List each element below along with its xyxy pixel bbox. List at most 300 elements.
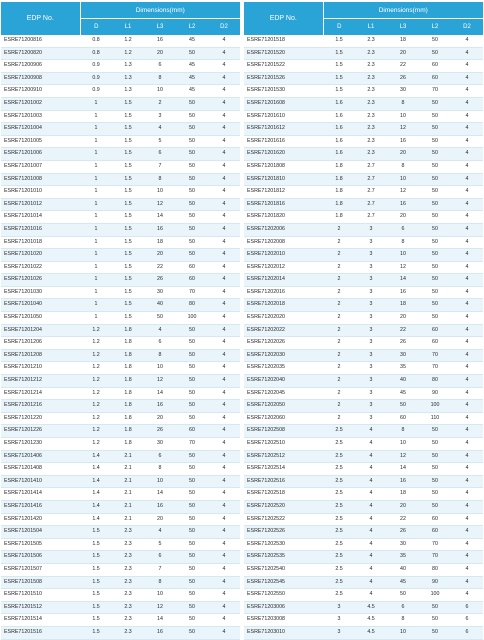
- d-cell: 1: [80, 123, 112, 136]
- d2-cell: 4: [208, 236, 240, 249]
- table-row: [244, 60, 483, 73]
- table-row: [1, 576, 240, 589]
- l3-cell: 45: [387, 576, 419, 589]
- d-cell: 1.2: [80, 324, 112, 337]
- l1-cell: 1.8: [112, 362, 144, 375]
- edp-cell: ESRE71201507: [1, 563, 80, 576]
- d2-cell: 4: [208, 261, 240, 274]
- l3-cell: 2: [144, 97, 176, 110]
- l3-cell: 14: [144, 614, 176, 627]
- l2-cell: 80: [176, 299, 208, 312]
- l3-cell: 20: [387, 47, 419, 60]
- table-row: [244, 160, 483, 173]
- l3-cell: 14: [144, 211, 176, 224]
- l1-cell: 1.5: [112, 173, 144, 186]
- d2-cell: 4: [208, 173, 240, 186]
- l3-cell: 40: [387, 563, 419, 576]
- d-cell: 2.5: [323, 488, 355, 501]
- l3-cell: 22: [144, 261, 176, 274]
- d-cell: 3: [323, 626, 355, 639]
- edp-cell: ESRE71201050: [1, 312, 80, 325]
- col-header-l1: L1: [112, 19, 144, 36]
- d2-cell: 4: [451, 349, 483, 362]
- d-cell: 1.5: [80, 589, 112, 602]
- edp-header: EDP No.: [1, 2, 80, 35]
- l3-cell: 30: [144, 286, 176, 299]
- l1-cell: 2.1: [112, 463, 144, 476]
- d-cell: 1: [80, 97, 112, 110]
- table-row: [244, 35, 483, 47]
- d-cell: 2: [323, 337, 355, 350]
- l3-cell: 40: [387, 375, 419, 388]
- l3-cell: 20: [387, 211, 419, 224]
- l2-cell: 50: [176, 97, 208, 110]
- l3-cell: 16: [144, 223, 176, 236]
- d2-cell: 4: [208, 412, 240, 425]
- col-header-d: D: [323, 19, 355, 36]
- table-row: [244, 135, 483, 148]
- l2-cell: 60: [419, 526, 451, 539]
- edp-cell: ESRE71202512: [244, 450, 323, 463]
- d-cell: 2.5: [323, 513, 355, 526]
- l1-cell: 4: [355, 463, 387, 476]
- table-row: [1, 85, 240, 98]
- d2-cell: 4: [451, 236, 483, 249]
- table-row: [1, 249, 240, 262]
- l3-cell: 20: [144, 513, 176, 526]
- l1-cell: 4.5: [355, 601, 387, 614]
- d-cell: 0.8: [80, 35, 112, 47]
- d2-cell: 4: [451, 475, 483, 488]
- table-row: [1, 123, 240, 136]
- l3-cell: 12: [144, 601, 176, 614]
- edp-cell: ESRE71203008: [244, 614, 323, 627]
- l1-cell: 1.5: [112, 135, 144, 148]
- l3-cell: 4: [144, 324, 176, 337]
- d2-cell: 4: [208, 601, 240, 614]
- d2-cell: 4: [208, 198, 240, 211]
- l1-cell: 4: [355, 589, 387, 602]
- l2-cell: 50: [419, 450, 451, 463]
- table-row: [244, 614, 483, 627]
- spec-tables: [1, 2, 483, 640]
- table-row: [244, 286, 483, 299]
- l1-cell: 2.3: [355, 47, 387, 60]
- d-cell: 1.2: [80, 362, 112, 375]
- l1-cell: 2.3: [112, 551, 144, 564]
- d2-cell: 4: [208, 148, 240, 161]
- l3-cell: 20: [144, 412, 176, 425]
- edp-cell: ESRE71202016: [244, 286, 323, 299]
- d-cell: 2: [323, 274, 355, 287]
- table-row: [1, 551, 240, 564]
- table-row: [244, 400, 483, 413]
- l3-cell: 20: [144, 249, 176, 262]
- table-row: [1, 526, 240, 539]
- edp-cell: ESRE71202518: [244, 488, 323, 501]
- table-row: [244, 299, 483, 312]
- l2-cell: 50: [419, 475, 451, 488]
- edp-cell: ESRE71202508: [244, 425, 323, 438]
- edp-cell: ESRE71201006: [1, 148, 80, 161]
- table-row: [1, 488, 240, 501]
- edp-cell: ESRE71202522: [244, 513, 323, 526]
- d-cell: 0.9: [80, 60, 112, 73]
- l2-cell: 50: [176, 148, 208, 161]
- table-row: [244, 425, 483, 438]
- col-header-l3: L3: [387, 19, 419, 36]
- l3-cell: 8: [387, 425, 419, 438]
- d2-cell: 4: [208, 375, 240, 388]
- l3-cell: 30: [387, 538, 419, 551]
- table-row: [244, 387, 483, 400]
- l1-cell: 2.3: [112, 601, 144, 614]
- table-row: [1, 173, 240, 186]
- l1-cell: 1.8: [112, 349, 144, 362]
- l2-cell: 70: [419, 349, 451, 362]
- d2-cell: 4: [451, 589, 483, 602]
- l3-cell: 6: [144, 60, 176, 73]
- l2-cell: 50: [176, 513, 208, 526]
- l1-cell: 4: [355, 513, 387, 526]
- d-cell: 1.2: [80, 387, 112, 400]
- l3-cell: 16: [387, 475, 419, 488]
- d-cell: 1.8: [323, 160, 355, 173]
- l1-cell: 3: [355, 412, 387, 425]
- edp-cell: ESRE71202045: [244, 387, 323, 400]
- d2-cell: 4: [208, 110, 240, 123]
- d2-cell: 4: [451, 148, 483, 161]
- edp-cell: ESRE71201522: [244, 60, 323, 73]
- d-cell: 1.5: [80, 601, 112, 614]
- l1-cell: 1.5: [112, 110, 144, 123]
- l2-cell: 100: [176, 312, 208, 325]
- table-row: [1, 614, 240, 627]
- l1-cell: 3: [355, 223, 387, 236]
- d2-cell: 4: [451, 261, 483, 274]
- l3-cell: 8: [387, 236, 419, 249]
- edp-cell: ESRE71201526: [244, 72, 323, 85]
- l2-cell: 50: [419, 110, 451, 123]
- d2-cell: 4: [208, 223, 240, 236]
- l1-cell: 4: [355, 538, 387, 551]
- l1-cell: 4: [355, 475, 387, 488]
- edp-cell: ESRE71201612: [244, 123, 323, 136]
- l1-cell: 2.3: [355, 72, 387, 85]
- d-cell: 1: [80, 173, 112, 186]
- l3-cell: 8: [144, 349, 176, 362]
- d2-cell: 4: [451, 211, 483, 224]
- l2-cell: 50: [176, 110, 208, 123]
- table-row: [244, 261, 483, 274]
- l1-cell: 1.5: [112, 312, 144, 325]
- d-cell: 1.5: [323, 47, 355, 60]
- l1-cell: 1.5: [112, 198, 144, 211]
- l3-cell: 14: [144, 387, 176, 400]
- l3-cell: 10: [144, 186, 176, 199]
- table-row: [1, 160, 240, 173]
- d-cell: 1: [80, 160, 112, 173]
- d2-cell: 4: [208, 35, 240, 47]
- l2-cell: 50: [176, 601, 208, 614]
- d-cell: 1.6: [323, 97, 355, 110]
- d-cell: 1.2: [80, 412, 112, 425]
- l2-cell: 50: [176, 614, 208, 627]
- table-row: [244, 349, 483, 362]
- d2-cell: 4: [451, 135, 483, 148]
- edp-cell: ESRE71201510: [1, 589, 80, 602]
- edp-cell: ESRE71201208: [1, 349, 80, 362]
- l2-cell: 60: [176, 274, 208, 287]
- l1-cell: 1.8: [112, 337, 144, 350]
- l3-cell: 18: [387, 35, 419, 47]
- l1-cell: 3: [355, 274, 387, 287]
- l1-cell: 3: [355, 286, 387, 299]
- l1-cell: 1.5: [112, 261, 144, 274]
- table-row: [1, 626, 240, 639]
- table-row: [1, 324, 240, 337]
- edp-cell: ESRE71203006: [244, 601, 323, 614]
- l1-cell: 3: [355, 375, 387, 388]
- table-row: [1, 463, 240, 476]
- d-cell: 1.5: [80, 576, 112, 589]
- table-row: [244, 123, 483, 136]
- l1-cell: 3: [355, 400, 387, 413]
- l2-cell: 50: [419, 35, 451, 47]
- table-row: [244, 97, 483, 110]
- l3-cell: 45: [387, 387, 419, 400]
- l2-cell: 50: [176, 173, 208, 186]
- l2-cell: 45: [176, 35, 208, 47]
- l1-cell: 2.3: [112, 563, 144, 576]
- d2-cell: 4: [451, 400, 483, 413]
- edp-cell: ESRE71201408: [1, 463, 80, 476]
- d2-cell: 4: [208, 526, 240, 539]
- l1-cell: 2.1: [112, 500, 144, 513]
- l3-cell: 12: [387, 186, 419, 199]
- table-row: [1, 110, 240, 123]
- l3-cell: 50: [387, 589, 419, 602]
- edp-cell: ESRE71201010: [1, 186, 80, 199]
- l1-cell: 2.7: [355, 211, 387, 224]
- l2-cell: 50: [176, 412, 208, 425]
- l1-cell: 4: [355, 563, 387, 576]
- l3-cell: 16: [387, 135, 419, 148]
- l1-cell: 1.5: [112, 223, 144, 236]
- l2-cell: 70: [419, 362, 451, 375]
- edp-cell: ESRE71201620: [244, 148, 323, 161]
- l2-cell: 80: [419, 563, 451, 576]
- l2-cell: 45: [176, 60, 208, 73]
- l3-cell: 16: [144, 626, 176, 639]
- l3-cell: 30: [387, 85, 419, 98]
- l1-cell: 2.7: [355, 160, 387, 173]
- l2-cell: 50: [419, 463, 451, 476]
- l1-cell: 1.5: [112, 211, 144, 224]
- edp-cell: ESRE71200910: [1, 85, 80, 98]
- d2-cell: 4: [451, 299, 483, 312]
- edp-cell: ESRE71202010: [244, 249, 323, 262]
- edp-cell: ESRE71201214: [1, 387, 80, 400]
- l3-cell: 8: [144, 173, 176, 186]
- l3-cell: 16: [387, 198, 419, 211]
- table-row: [1, 299, 240, 312]
- l2-cell: 50: [176, 387, 208, 400]
- edp-cell: ESRE71202520: [244, 500, 323, 513]
- d-cell: 1: [80, 249, 112, 262]
- d-cell: 1: [80, 148, 112, 161]
- col-header-l1: L1: [355, 19, 387, 36]
- col-header-l2: L2: [176, 19, 208, 36]
- table-row: [1, 589, 240, 602]
- d2-cell: 4: [451, 500, 483, 513]
- l2-cell: 60: [419, 72, 451, 85]
- table-row: [1, 223, 240, 236]
- d2-cell: 4: [208, 47, 240, 60]
- edp-cell: ESRE71201026: [1, 274, 80, 287]
- d2-cell: 4: [451, 563, 483, 576]
- d2-cell: 4: [451, 387, 483, 400]
- table-row: [1, 72, 240, 85]
- edp-cell: ESRE71202020: [244, 312, 323, 325]
- d-cell: 2.5: [323, 438, 355, 451]
- l1-cell: 3: [355, 337, 387, 350]
- d2-cell: 4: [208, 286, 240, 299]
- l1-cell: 2.3: [355, 135, 387, 148]
- table-row: [244, 362, 483, 375]
- l2-cell: 50: [419, 97, 451, 110]
- edp-cell: ESRE71202030: [244, 349, 323, 362]
- d2-cell: 4: [208, 274, 240, 287]
- dimensions-header: Dimensions(mm): [323, 2, 483, 19]
- l1-cell: 3: [355, 299, 387, 312]
- l2-cell: 50: [176, 362, 208, 375]
- l2-cell: 50: [176, 186, 208, 199]
- l1-cell: 1.5: [112, 274, 144, 287]
- d2-cell: 4: [451, 526, 483, 539]
- l1-cell: 4: [355, 425, 387, 438]
- l3-cell: 26: [387, 337, 419, 350]
- l3-cell: 12: [387, 450, 419, 463]
- d-cell: 2.5: [323, 450, 355, 463]
- l2-cell: 50: [419, 249, 451, 262]
- d-cell: 1.4: [80, 463, 112, 476]
- l2-cell: 110: [419, 412, 451, 425]
- col-header-l2: L2: [419, 19, 451, 36]
- l2-cell: 50: [176, 626, 208, 639]
- table-row: [1, 425, 240, 438]
- d2-cell: 4: [451, 160, 483, 173]
- l3-cell: 26: [144, 274, 176, 287]
- l1-cell: 1.8: [112, 324, 144, 337]
- edp-cell: ESRE71201410: [1, 475, 80, 488]
- l3-cell: 50: [144, 312, 176, 325]
- d-cell: 2: [323, 362, 355, 375]
- d-cell: 0.8: [80, 47, 112, 60]
- l2-cell: 50: [419, 626, 451, 639]
- edp-cell: ESRE71201820: [244, 211, 323, 224]
- edp-cell: ESRE71202526: [244, 526, 323, 539]
- l2-cell: 50: [176, 375, 208, 388]
- table-row: [244, 463, 483, 476]
- d-cell: 1.2: [80, 349, 112, 362]
- l2-cell: 50: [419, 173, 451, 186]
- l1-cell: 2.1: [112, 513, 144, 526]
- d2-cell: 4: [208, 186, 240, 199]
- d2-cell: 4: [208, 123, 240, 136]
- l3-cell: 10: [387, 173, 419, 186]
- table-row: [244, 488, 483, 501]
- d-cell: 1.6: [323, 110, 355, 123]
- l3-cell: 14: [144, 488, 176, 501]
- d2-cell: 4: [451, 110, 483, 123]
- d-cell: 2.5: [323, 463, 355, 476]
- edp-cell: ESRE71201520: [244, 47, 323, 60]
- edp-cell: ESRE71202026: [244, 337, 323, 350]
- d-cell: 1: [80, 211, 112, 224]
- d2-cell: 4: [451, 513, 483, 526]
- l2-cell: 50: [419, 601, 451, 614]
- edp-cell: ESRE71201018: [1, 236, 80, 249]
- edp-cell: ESRE71201016: [1, 223, 80, 236]
- edp-cell: ESRE71200908: [1, 72, 80, 85]
- table-row: [1, 400, 240, 413]
- l1-cell: 2.3: [112, 614, 144, 627]
- l2-cell: 50: [419, 47, 451, 60]
- l3-cell: 6: [144, 450, 176, 463]
- l3-cell: 4: [144, 123, 176, 136]
- edp-cell: ESRE71203010: [244, 626, 323, 639]
- l1-cell: 1.8: [112, 425, 144, 438]
- l1-cell: 2.3: [355, 35, 387, 47]
- l1-cell: 2.3: [355, 148, 387, 161]
- edp-cell: ESRE71201007: [1, 160, 80, 173]
- d2-cell: 4: [451, 198, 483, 211]
- table-row: [1, 337, 240, 350]
- d2-cell: 4: [451, 488, 483, 501]
- l2-cell: 50: [176, 576, 208, 589]
- table-row: [244, 236, 483, 249]
- l2-cell: 50: [176, 135, 208, 148]
- l3-cell: 16: [144, 400, 176, 413]
- edp-cell: ESRE71201420: [1, 513, 80, 526]
- d-cell: 1.5: [323, 85, 355, 98]
- d2-cell: 4: [451, 450, 483, 463]
- l1-cell: 4.5: [355, 626, 387, 639]
- l2-cell: 50: [419, 198, 451, 211]
- edp-cell: ESRE71201226: [1, 425, 80, 438]
- l1-cell: 2.3: [112, 538, 144, 551]
- table-row: [244, 198, 483, 211]
- table-row: [1, 97, 240, 110]
- table-row: [1, 412, 240, 425]
- l2-cell: 50: [419, 186, 451, 199]
- edp-cell: ESRE71201012: [1, 198, 80, 211]
- d-cell: 2.5: [323, 425, 355, 438]
- edp-cell: ESRE71200816: [1, 35, 80, 47]
- d-cell: 3: [323, 601, 355, 614]
- d-cell: 1.2: [80, 375, 112, 388]
- l2-cell: 50: [419, 488, 451, 501]
- edp-cell: ESRE71202040: [244, 375, 323, 388]
- l2-cell: 50: [419, 236, 451, 249]
- dimensions-header: Dimensions(mm): [80, 2, 240, 19]
- l2-cell: 70: [419, 85, 451, 98]
- d2-cell: 4: [451, 186, 483, 199]
- l1-cell: 1.2: [112, 47, 144, 60]
- edp-cell: ESRE71201210: [1, 362, 80, 375]
- l3-cell: 10: [387, 110, 419, 123]
